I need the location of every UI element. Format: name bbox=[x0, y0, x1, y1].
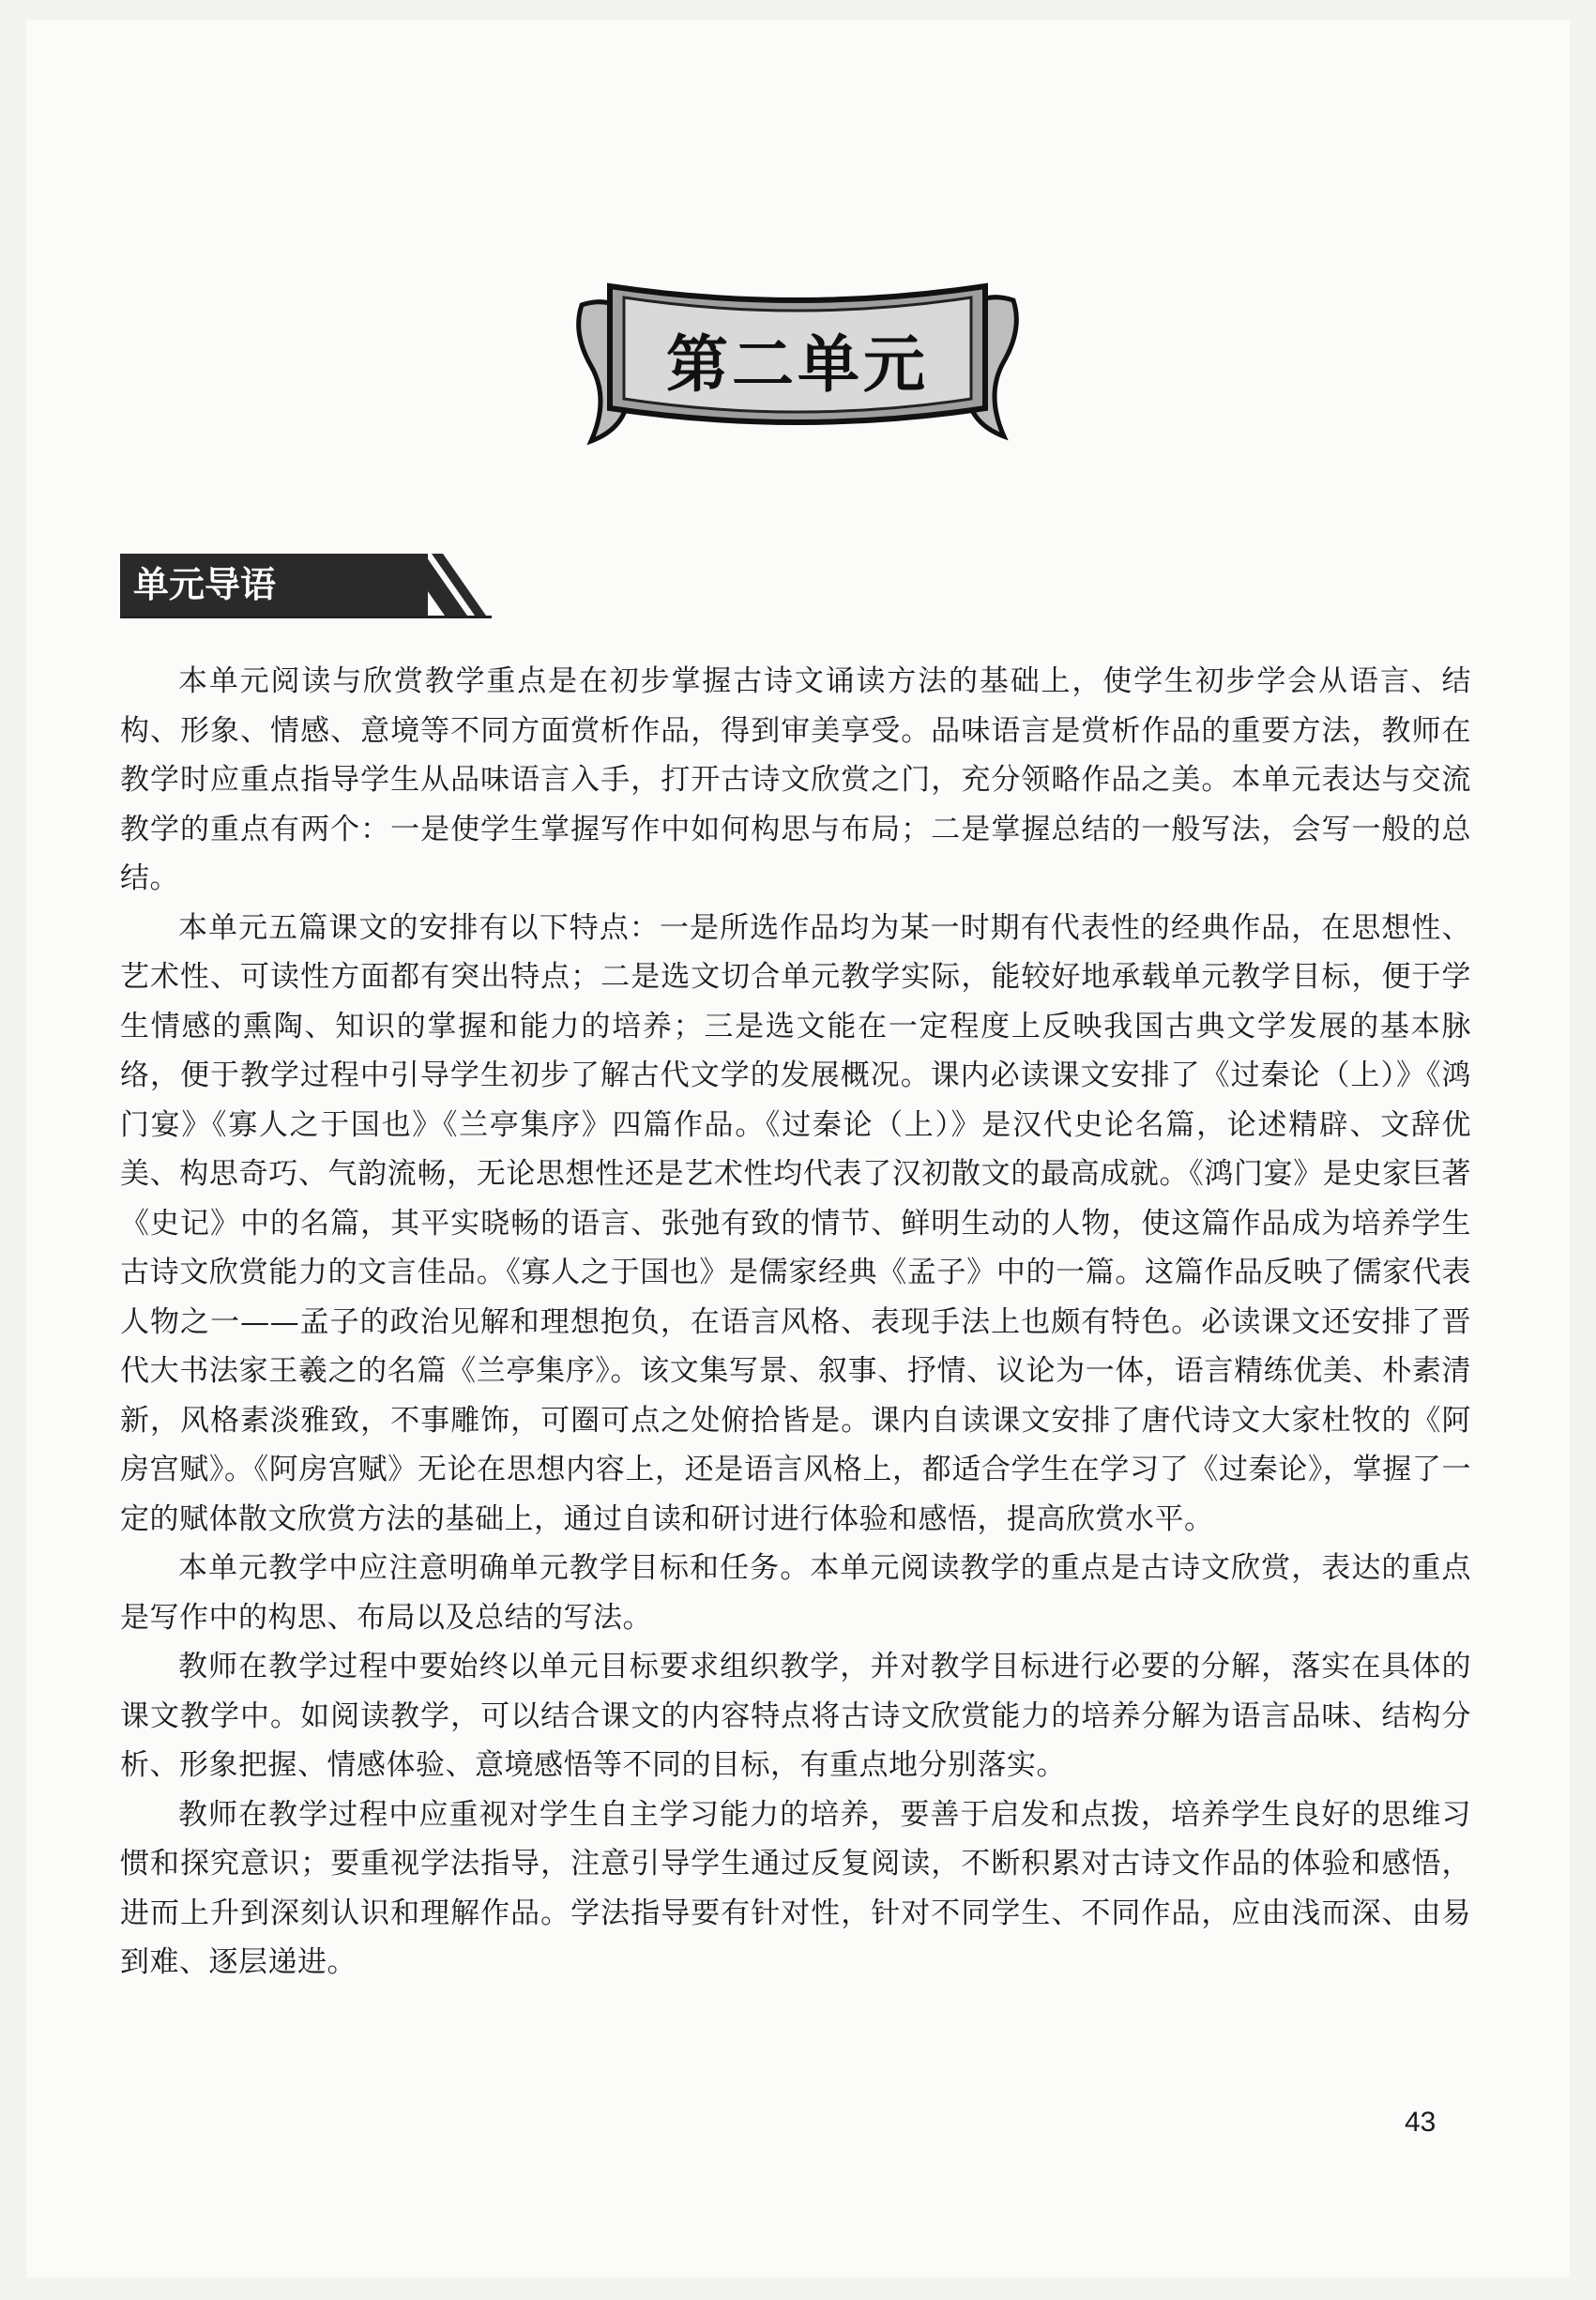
heading-slash-icon bbox=[402, 554, 514, 619]
section-heading-bar bbox=[120, 554, 495, 619]
paragraph: 本单元教学中应注意明确单元教学目标和任务。本单元阅读教学的重点是古诗文欣赏，表达的重点是写作中的构思、布局以及总结的写法。 bbox=[120, 1551, 1471, 1635]
paragraph: 教师在教学过程中应重视对学生自主学习能力的培养，要善于启发和点拨，培养学生良好的思维习惯和探究意识；要重视学法指导，注意引导学生通过反复阅读，不断积累对古诗文作品的体验和感悟，进而上升到深刻认识和理解作品。学法指导要有针对性，针对不同学生、不同作品，应由浅而深、由易到难、逐层递进。 bbox=[120, 1797, 1471, 1979]
heading-underline bbox=[120, 616, 492, 618]
paragraph: 本单元阅读与欣赏教学重点是在初步掌握古诗文诵读方法的基础上，使学生初步学会从语言、结构、形象、情感、意境等不同方面赏析作品，得到审美享受。品味语言是赏析作品的重要方法，教师在教学时应重点指导学生从品味语言入手，打开古诗文欣赏之门，充分领略作品之美。本单元表达与交流教学的重点有两个：一是使学生掌握写作中如何构思与布局；二是掌握总结的一般写法，会写一般的总结。 bbox=[120, 664, 1471, 895]
paragraph: 教师在教学过程中要始终以单元目标要求组织教学，并对教学目标进行必要的分解，落实在具体的课文教学中。如阅读教学，可以结合课文的内容特点将古诗文欣赏能力的培养分解为语言品味、结构分析、形象把握、情感体验、意境感悟等不同的目标，有重点地分别落实。 bbox=[120, 1650, 1471, 1782]
unit-title-banner bbox=[572, 277, 1023, 455]
body-text bbox=[120, 657, 1471, 1988]
paragraph: 本单元五篇课文的安排有以下特点：一是所选作品均为某一时期有代表性的经典作品，在思想性、艺术性、可读性方面都有突出特点；二是选文切合单元教学实际，能较好地承载单元教学目标，便于学生情感的熏陶、知识的掌握和能力的培养；三是选文能在一定程度上反映我国古典文学发展的基本脉络，便于教学过程中引导学生初步了解古代文学的发展概况。课内必读课文安排了《过秦论（上）》《鸿门宴》《寡人之于国也》《兰亭集序》四篇作品。《过秦论（上）》是汉代史论名篇，论述精辟、文辞优美、构思奇巧、气韵流畅，无论思想性还是艺术性均代表了汉初散文的最高成就。《鸿门宴》是史家巨著《史记》中的名篇，其平实晓畅的语言、张弛有致的情节、鲜明生动的人物，使这篇作品成为培养学生古诗文欣赏能力的文言佳品。《寡人之于国也》是儒家经典《孟子》中的一篇。这篇作品反映了儒家代表人物之一——孟子的政治见解和理想抱负，在语言风格、表现手法上也颇有特色。必读课文还安排了晋代大书法家王羲之的名篇《兰亭集序》。该文集写景、叙事、抒情、议论为一体，语言精练优美、朴素清新，风格素淡雅致，不事雕饰，可圈可点之处俯拾皆是。课内自读课文安排了唐代诗文大家杜牧的《阿房宫赋》。《阿房宫赋》无论在思想内容上，还是语言风格上，都适合学生在学习了《过秦论》，掌握了一定的赋体散文欣赏方法的基础上，通过自读和研讨进行体验和感悟，提高欣赏水平。 bbox=[120, 910, 1471, 1536]
page-number: 43 bbox=[1405, 2107, 1436, 2138]
unit-title: 第二单元 bbox=[666, 328, 929, 401]
section-heading: 单元导语 bbox=[120, 554, 428, 616]
